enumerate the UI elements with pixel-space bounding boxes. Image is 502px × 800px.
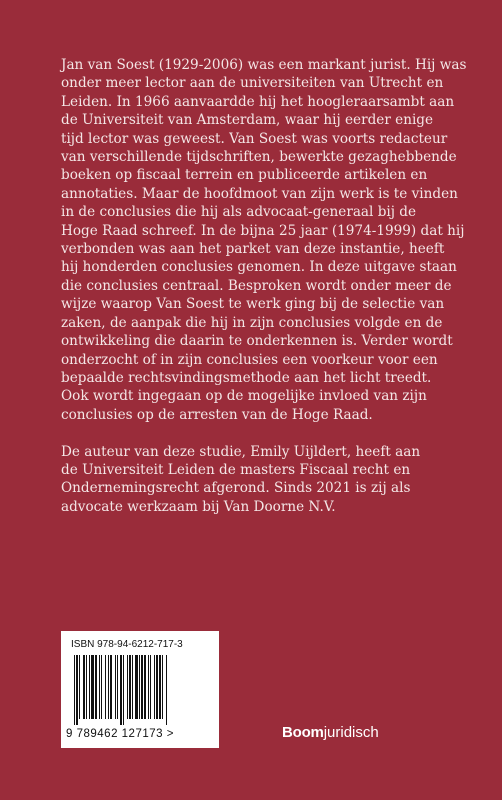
blurb-line: die conclusies centraal. Besproken wordt onder meer de — [61, 277, 452, 294]
barcode-bar — [127, 655, 128, 719]
blurb-line: hij honderden conclusies genomen. In deze uitgave staan — [61, 259, 457, 276]
barcode-bar — [74, 655, 75, 725]
blurb-line: de Universiteit Leiden de masters Fiscaal recht en — [61, 461, 411, 478]
barcode-bar — [166, 655, 167, 725]
barcode-bar — [86, 655, 87, 719]
blurb-line: bepaalde rechtsvindingsmethode aan het licht treedt. — [61, 369, 432, 386]
barcode-bar — [150, 655, 151, 719]
isbn-barcode-box — [61, 631, 219, 748]
publisher-logo — [282, 724, 379, 741]
barcode-bar — [139, 655, 140, 719]
blurb-line: zaken, de aanpak die hij in zijn conclusies volgde en de — [61, 314, 443, 331]
barcode-bar — [83, 655, 85, 719]
blurb-line: wijze waarop Van Soest te werk ging bij de selectie van — [61, 296, 445, 313]
barcode-bar — [99, 655, 100, 719]
isbn-label: ISBN 978-94-6212-717-3 — [71, 639, 183, 650]
blurb-paragraph-1 — [61, 56, 467, 424]
barcode-bar — [76, 655, 78, 725]
blurb-line: Hoge Raad schreef. In de bijna 25 jaar (1974-1999) dat hij — [61, 222, 465, 239]
barcode-bar — [135, 655, 138, 719]
barcode-bar — [148, 655, 149, 719]
barcode-image — [73, 655, 205, 725]
barcode-bar — [141, 655, 143, 719]
blurb-line: in de conclusies die hij als advocaat-generaal bij de — [61, 204, 417, 221]
barcode-bar — [91, 655, 94, 719]
publisher-logo-boom: Boom — [282, 724, 324, 741]
barcode-bar — [79, 655, 80, 719]
barcode-bar — [115, 655, 116, 719]
blurb-line: boeken op fiscaal terrein en publiceerde artikelen en — [61, 167, 428, 184]
barcode-bar — [117, 655, 118, 719]
barcode-bar — [154, 655, 155, 719]
blurb-line: conclusies op de arresten van de Hoge Raad. — [61, 406, 373, 423]
blurb-line: Jan van Soest (1929-2006) was een markant jurist. Hij was — [61, 57, 467, 73]
blurb-line: annotaties. Maar de hoofdmoot van zijn werk is te vinden — [61, 185, 458, 202]
publisher-logo-juridisch: juridisch — [323, 724, 379, 741]
barcode-bar — [105, 655, 106, 719]
blurb-line: de Universiteit van Amsterdam, waar hij eerder enige — [61, 112, 434, 129]
barcode-bar — [123, 655, 124, 725]
blurb-line: Ook wordt ingegaan op de mogelijke invloed van zijn — [61, 388, 427, 405]
barcode-bar — [108, 655, 109, 719]
barcode-bar — [162, 655, 163, 719]
barcode-bar — [120, 655, 122, 725]
blurb-line: Leiden. In 1966 aanvaardde hij het hoogleraarsambt aan — [61, 93, 455, 110]
blurb-paragraph-2 — [61, 443, 456, 517]
blurb-line: verbonden was aan het parket van deze instantie, heeft — [61, 241, 445, 258]
blurb-line: Ondernemingsrecht afgerond. Sinds 2021 is zij als — [61, 480, 411, 497]
blurb-line: onder meer lector aan de universiteiten van Utrecht en — [61, 75, 444, 92]
blurb-line: tijd lector was geweest. Van Soest was voorts redacteur — [61, 130, 448, 147]
barcode-bar — [144, 655, 146, 719]
barcode-digits: 9 789462 127173 > — [66, 728, 174, 740]
blurb-line: van verschillende tijdschriften, bewerkte gezaghebbende — [61, 149, 457, 166]
barcode-bar — [129, 655, 131, 719]
blurb-line: onderzocht of in zijn conclusies een voorkeur voor een — [61, 351, 438, 368]
barcode-bar — [89, 655, 90, 719]
barcode-bar — [110, 655, 112, 719]
barcode-bar — [101, 655, 102, 719]
barcode-bar — [156, 655, 158, 719]
barcode-bar — [132, 655, 133, 719]
blurb-line: De auteur van deze studie, Emily Uijldert, heeft aan — [61, 443, 421, 460]
blurb-line: advocate werkzaam bij Van Doorne N.V. — [61, 498, 336, 515]
blurb-text — [61, 56, 467, 516]
blurb-line: ontwikkeling die daarin te onderkennen is. Verder wordt — [61, 333, 453, 350]
barcode-bar — [95, 655, 97, 719]
barcode-bar — [159, 655, 161, 719]
